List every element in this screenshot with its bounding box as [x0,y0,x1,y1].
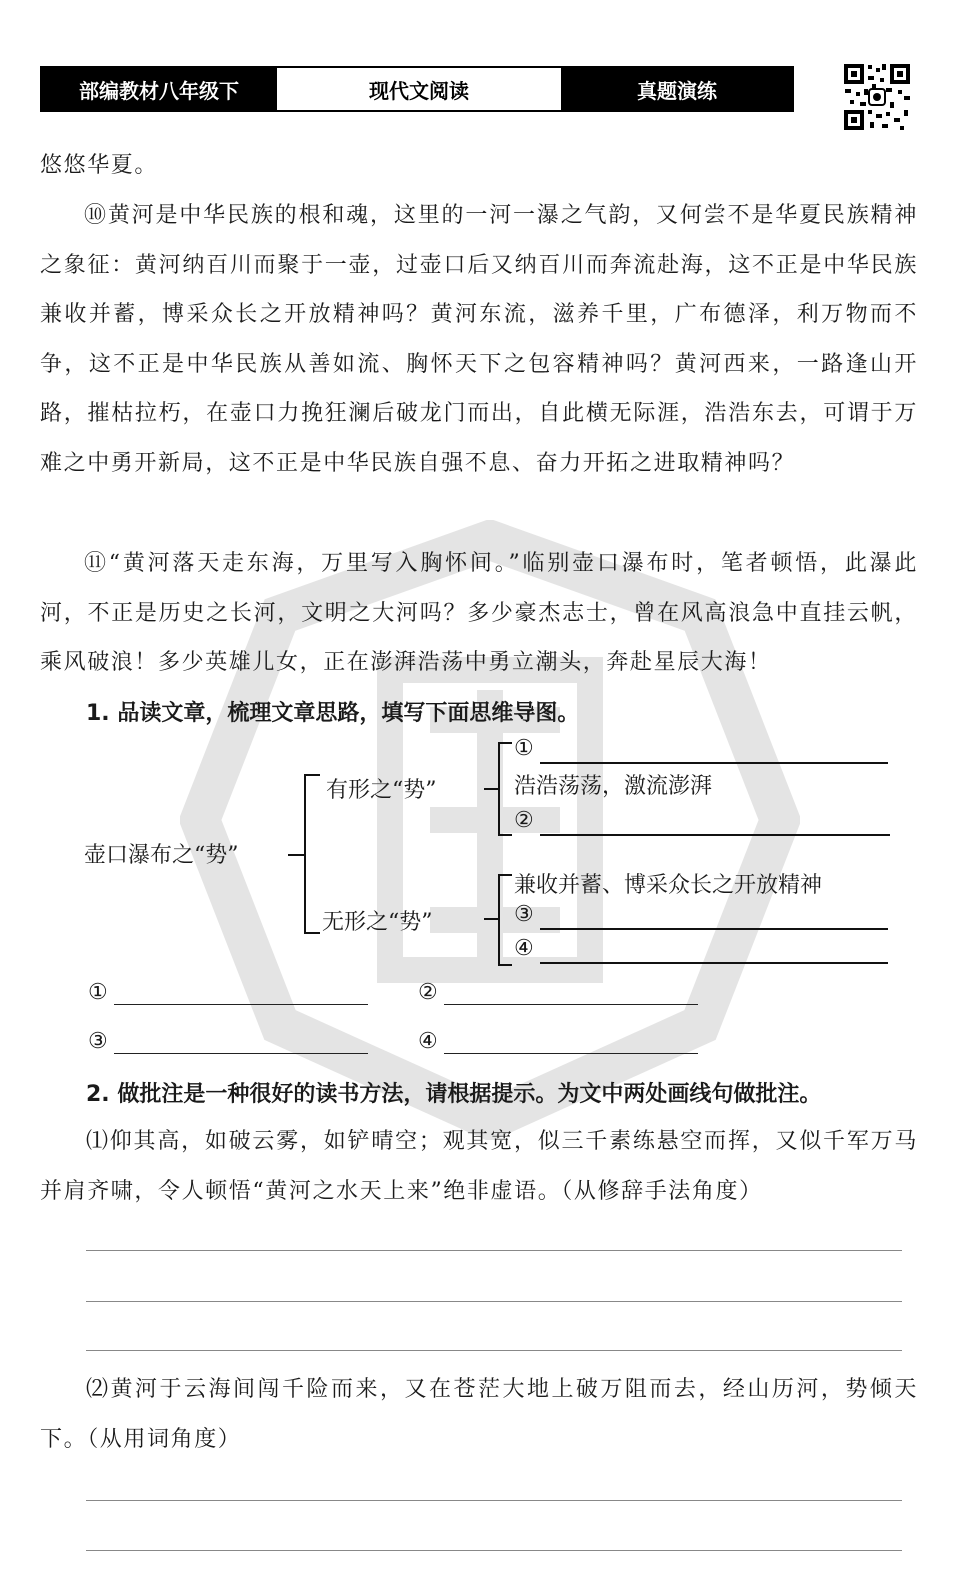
mindmap-branch2-connector [484,918,498,920]
passage-intro: 悠悠华夏。 [40,153,159,178]
mindmap-root: 壶口瀑布之“势” [84,843,239,868]
answer-2-label: ② [418,980,438,1005]
writing-line[interactable] [86,1500,902,1501]
question-2-sub-2: ⑵黄河于云海间闯千险而来，又在苍茫大地上破万阻而去，经山历河，势倾天下。（从用词角度） [40,1377,918,1452]
mindmap-branch1-connector [484,788,498,790]
writing-line[interactable] [86,1250,902,1251]
mindmap-root-bracket [304,774,320,934]
header-textbook: 部编教材八年级下 [42,68,276,110]
header-topic: 现代文阅读 [276,68,562,110]
header-section: 真题演练 [562,68,792,110]
mindmap-root-connector [288,854,304,856]
mindmap-blank-4-label: ④ [514,936,534,961]
mindmap-branch-visible: 有形之“势” [326,778,437,803]
writing-line[interactable] [86,1301,902,1302]
mindmap-branch1-bracket [498,742,512,836]
writing-line[interactable] [86,1550,902,1551]
answer-1-line[interactable] [114,1004,368,1005]
answer-1-label: ① [88,980,108,1005]
mindmap-leaf-open-spirit: 兼收并蓄、博采众长之开放精神 [514,873,823,898]
writing-line[interactable] [86,1350,902,1351]
mindmap-blank-1[interactable] [540,762,888,764]
mindmap-blank-3[interactable] [540,928,888,930]
answer-3-line[interactable] [114,1053,368,1054]
question-2-sub-1: ⑴仰其高，如破云雾，如铲晴空；观其宽，似三千素练悬空而挥，又似千军万马并肩齐啸，令人顿悟“黄河之水天上来”绝非虚语。（从修辞手法角度） [40,1129,918,1204]
qr-code-icon[interactable] [842,62,912,132]
question-2-title: 2. 做批注是一种很好的读书方法，请根据提示。为文中两处画线句做批注。 [86,1082,822,1107]
mindmap-blank-4[interactable] [540,962,888,964]
mindmap-leaf-surging: 浩浩荡荡，激流澎湃 [514,774,713,799]
paragraph-10: ⑩黄河是中华民族的根和魂，这里的一河一瀑之气韵，又何尝不是华夏民族精神之象征：黄河纳百川而聚于一壶，过壶口后又纳百川而奔流赴海，这不正是中华民族兼收并蓄，博采众长之开放精神吗？黄河东流，滋养千里，广布德泽，利万物而不争，这不正是中华民族从善如流、胸怀天下之包容精神吗？黄河西来，一路逢山开路，摧枯拉朽，在壶口力挽狂澜后破龙门而出，自此横无际涯，浩浩东去，可谓于万难之中勇开新局，这不正是中华民族自强不息、奋力开拓之进取精神吗？ [40,203,918,476]
header-bar [40,66,794,112]
mindmap-branch2-bracket [498,874,512,966]
answer-3-label: ③ [88,1029,108,1054]
answer-4-line[interactable] [444,1053,698,1054]
answer-2-line[interactable] [444,1004,698,1005]
question-1-title: 1. 品读文章，梳理文章思路，填写下面思维导图。 [86,701,580,726]
mindmap-blank-2-label: ② [514,808,534,833]
paragraph-11: ⑪“黄河落天走东海，万里写入胸怀间。”临别壶口瀑布时，笔者顿悟，此瀑此河，不正是历史之长河，文明之大河吗？多少豪杰志士，曾在风高浪急中直挂云帆，乘风破浪！多少英雄儿女，正在澎湃浩荡中勇立潮头，奔赴星辰大海！ [40,551,918,676]
mindmap-blank-2[interactable] [540,834,890,836]
mindmap-blank-3-label: ③ [514,902,534,927]
mindmap-branch-invisible: 无形之“势” [322,910,433,935]
mindmap-blank-1-label: ① [514,736,534,761]
answer-4-label: ④ [418,1029,438,1054]
